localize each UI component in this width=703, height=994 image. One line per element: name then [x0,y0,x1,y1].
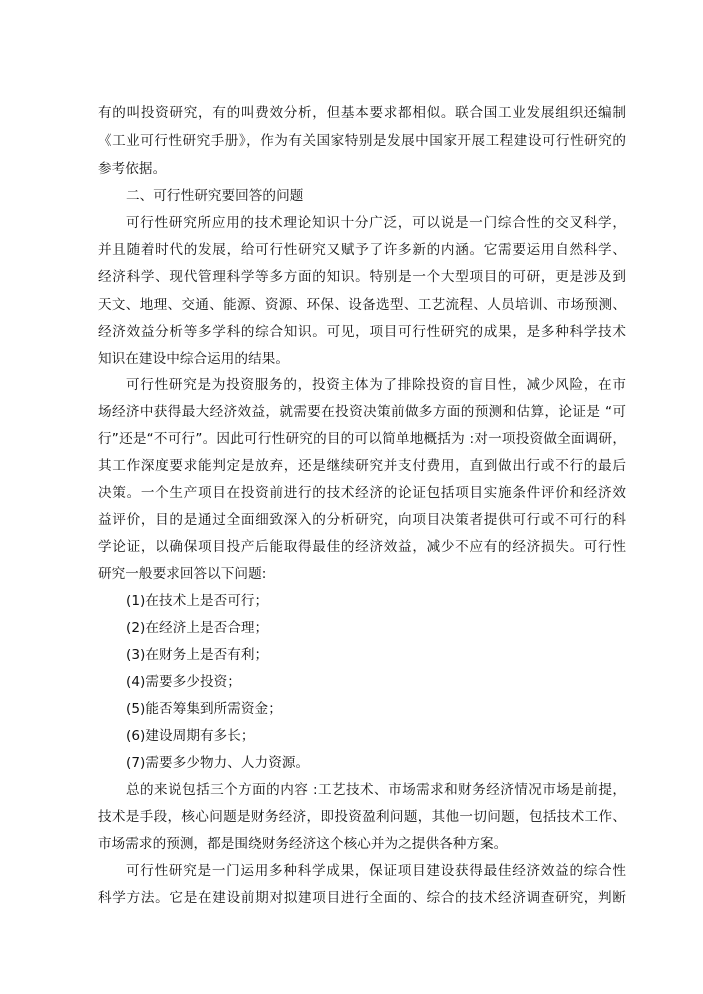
text-line: 益评价，目的是通过全面细致深入的分析研究，向项目决策者提供可行或不可行的科 [98,512,627,528]
text-line: 市场需求的预测，都是围绕财务经济这个核心并为之提供各种方案。 [98,836,508,852]
text-line: 技术是手段，核心问题是财务经济，即投资盈利问题，其他一切问题，包括技术工作、 [98,809,627,825]
text-line: (4)需要多少投资； [126,674,241,690]
text-line: 总的来说包括三个方面的内容 :工艺技术、市场需求和财务经济情况市场是前提， [126,782,627,798]
text-line: 经济科学、现代管理科学等多方面的知识。特别是一个大型项目的可研，更是涉及到 [98,269,627,285]
text-line: (3)在财务上是否有利； [126,647,269,663]
text-line: 行”还是“不可行”。因此可行性研究的目的可以简单地概括为 :对一项投资做全面调研， [98,431,627,447]
text-line: 二、可行性研究要回答的问题 [126,188,304,204]
text-line: 科学方法。它是在建设前期对拟建项目进行全面的、综合的技术经济调查研究，判断 [98,890,627,906]
text-line: 其工作深度要求能判定是放弃，还是继续研究并支付费用，直到做出行或不行的最后 [98,458,627,474]
text-line: 可行性研究所应用的技术理论知识十分广泛，可以说是一门综合性的交叉科学， [126,215,627,231]
text-line: 研究一般要求回答以下问题: [98,566,267,582]
text-line: 可行性研究是为投资服务的，投资主体为了排除投资的盲目性，减少风险，在市 [126,377,627,393]
text-line: 知识在建设中综合运用的结果。 [98,351,290,367]
text-line: 有的叫投资研究，有的叫费效分析，但基本要求都相似。联合国工业发展组织还编制 [98,105,627,121]
text-line: (2)在经济上是否合理； [126,620,269,636]
text-line: 学论证，以确保项目投产后能取得最佳的经济效益，减少不应有的经济损失。可行性 [98,539,627,555]
text-line: (5)能否筹集到所需资金； [126,701,282,717]
text-line: 决策。一个生产项目在投资前进行的技术经济的论证包括项目实施条件评价和经济效 [98,485,627,501]
text-line: 经济效益分析等多学科的综合知识。可见，项目可行性研究的成果，是多种科学技术 [98,324,627,340]
text-line: 参考依据。 [98,161,167,177]
text-line: 场经济中获得最大经济效益，就需要在投资决策前做多方面的预测和估算，论证是 “可 [98,404,627,420]
text-line: 可行性研究是一门运用多种科学成果，保证项目建设获得最佳经济效益的综合性 [126,863,627,879]
text-line: (7)需要多少物力、人力资源。 [126,755,310,771]
text-line: 天文、地理、交通、能源、资源、环保、设备选型、工艺流程、人员培训、市场预测、 [98,297,627,313]
text-line: (1)在技术上是否可行； [126,593,269,609]
text-line: (6)建设周期有多长； [126,728,255,744]
text-line: 《工业可行性研究手册》，作为有关国家特别是发展中国家开展工程建设可行性研究的 [98,133,627,149]
text-line: 并且随着时代的发展，给可行性研究又赋予了许多新的内涵。它需要运用自然科学、 [98,242,627,258]
